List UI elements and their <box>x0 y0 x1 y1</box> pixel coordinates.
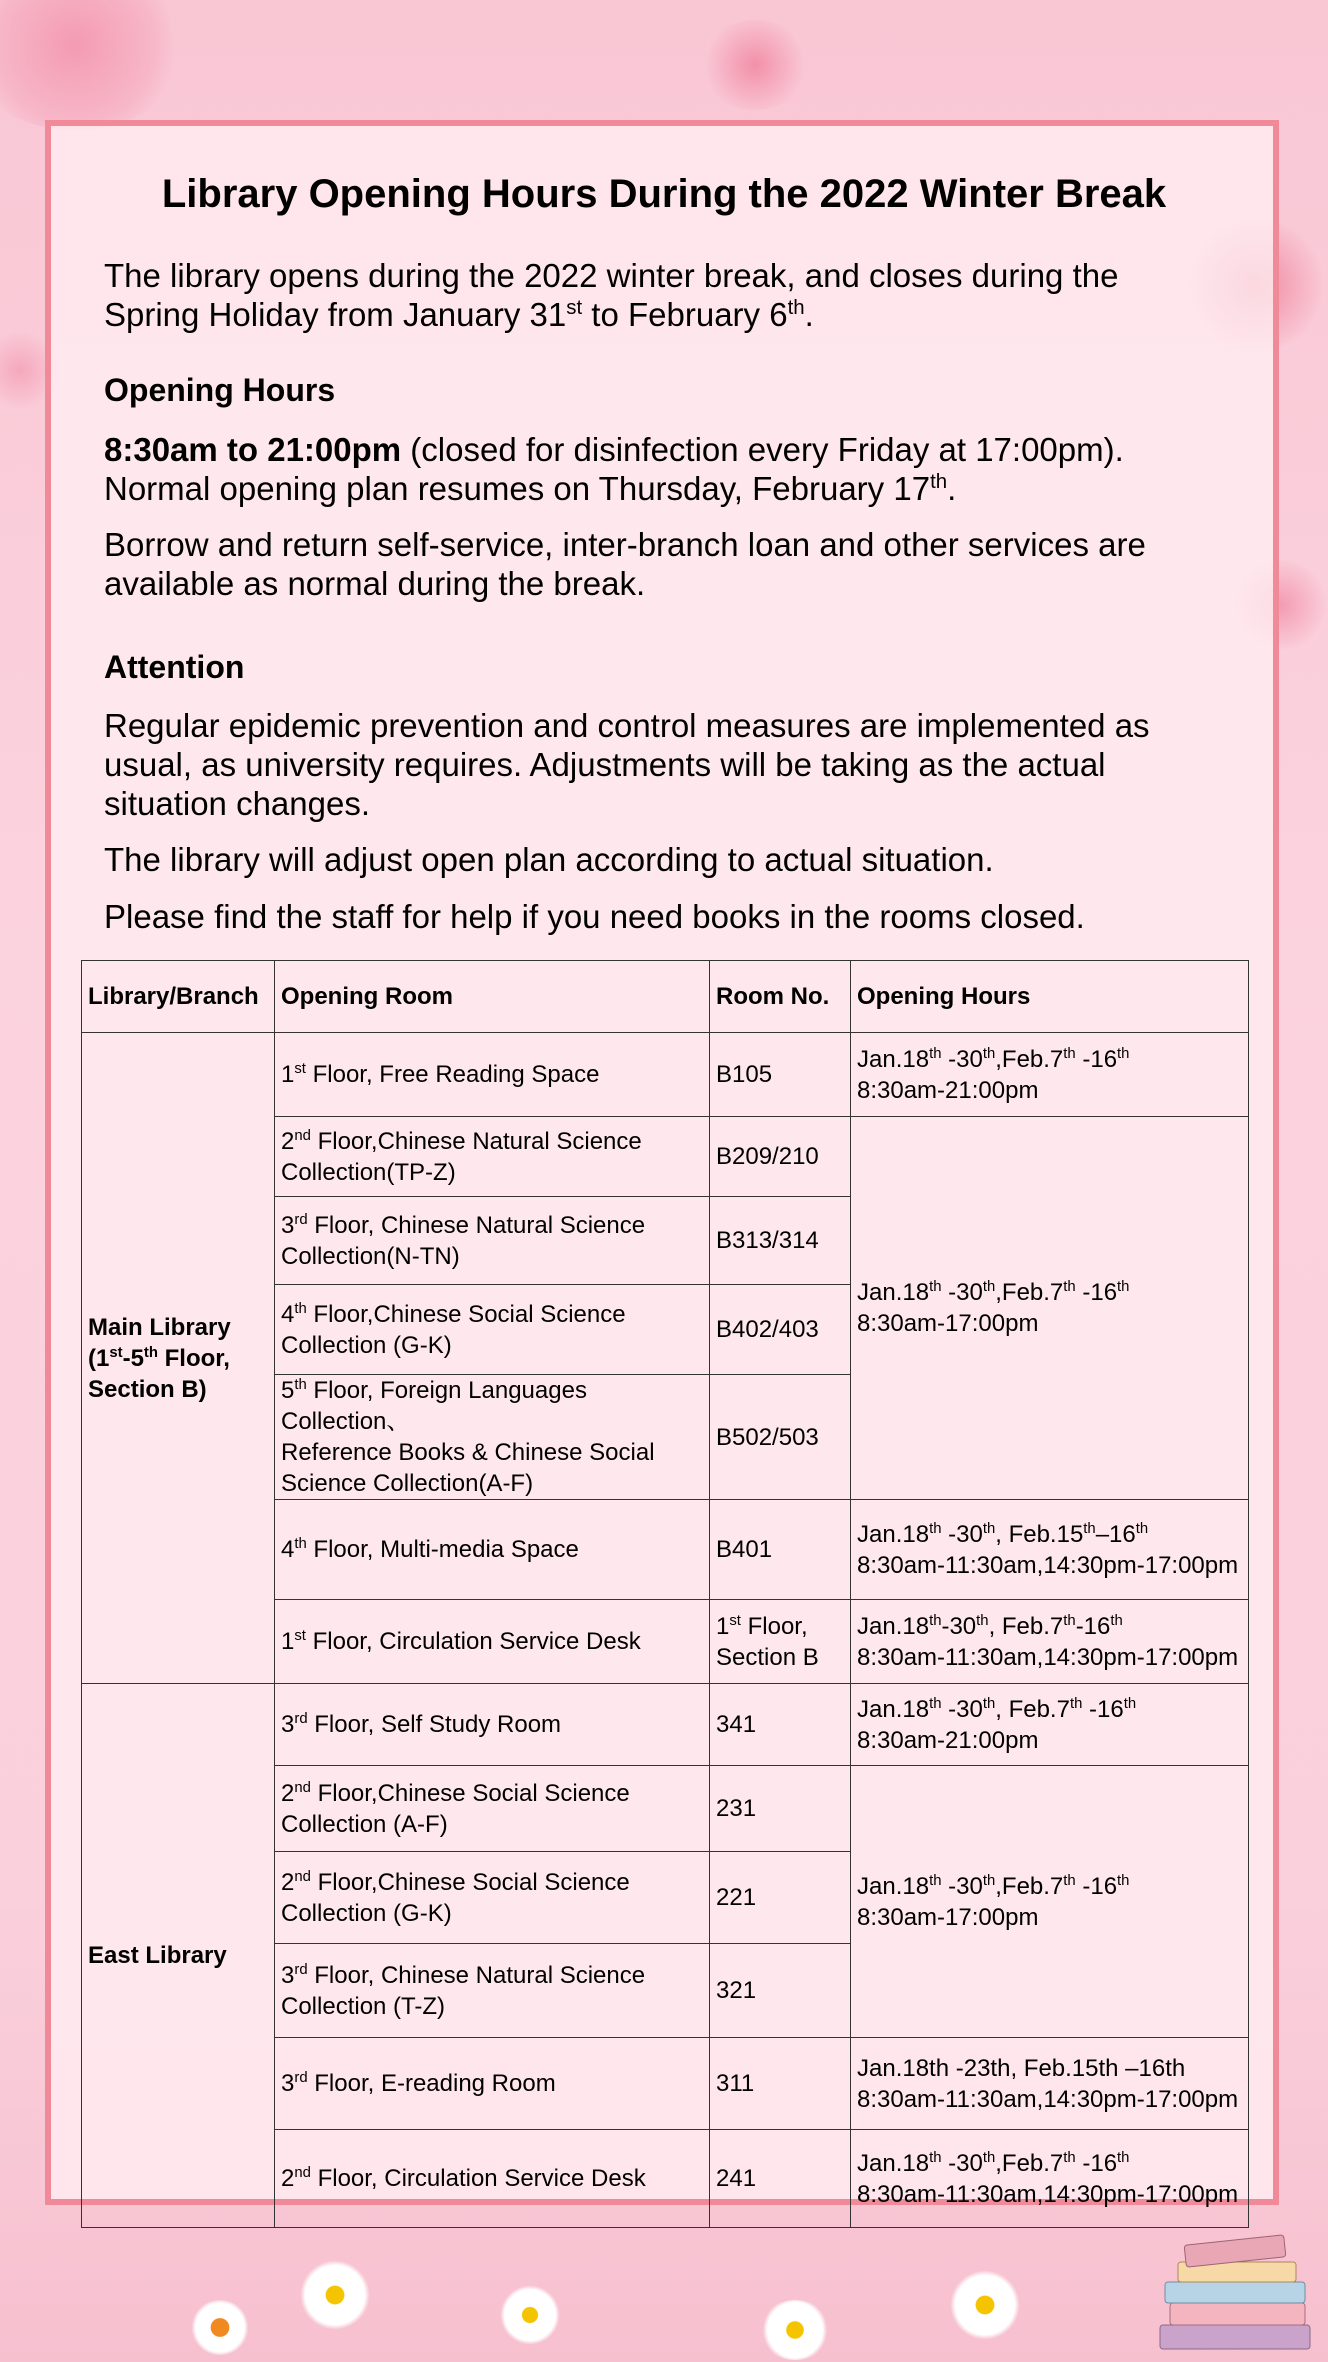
hours-cell <box>851 1033 1249 1117</box>
room-no-cell: B209/210 <box>710 1117 851 1197</box>
ordinal-suffix: th <box>1063 1872 1076 1889</box>
hours-date: Jan.18 <box>857 1695 930 1723</box>
ordinal-suffix: th <box>1063 1612 1076 1629</box>
room-name: Floor,Chinese Social Science <box>310 1868 630 1896</box>
ordinal-suffix: th <box>930 470 948 493</box>
hours-time: 8:30am-17:00pm <box>857 1310 1039 1337</box>
intro-line: to February 6 <box>582 296 788 333</box>
hours-date: -16 <box>1075 2149 1118 2177</box>
branch-label: Section B) <box>88 1375 207 1403</box>
room-cell <box>275 1852 710 1944</box>
ordinal-suffix: st <box>294 1628 306 1644</box>
room-name: Floor, Free Reading Space <box>305 1061 600 1088</box>
hours-cell <box>851 1600 1249 1684</box>
room-cell <box>275 1684 710 1766</box>
ordinal-suffix: th <box>1117 1872 1130 1889</box>
attention-line: usual, as university requires. Adjustments will be taking as the actual <box>104 746 1106 783</box>
hours-date: -30 <box>941 2149 983 2177</box>
hours-date: Jan.18 <box>857 1279 930 1306</box>
room-no-cell: B105 <box>710 1033 851 1117</box>
ordinal-suffix: th <box>294 1300 307 1317</box>
hours-time: 8:30am-11:30am,14:30pm-17:00pm <box>857 2085 1239 2113</box>
room-name: Collection (G-K) <box>281 1331 452 1359</box>
room-floor: 2 <box>281 2165 295 2192</box>
room-cell <box>275 2130 710 2228</box>
hours-time: 8:30am-11:30am,14:30pm-17:00pm <box>857 2180 1239 2208</box>
room-no-cell: 311 <box>710 2038 851 2130</box>
ordinal-suffix: rd <box>294 1211 308 1228</box>
ordinal-suffix: th <box>976 1612 989 1629</box>
attention-paragraph <box>104 706 1234 823</box>
daisy-decoration <box>300 2260 370 2330</box>
hours-cell <box>851 1117 1249 1500</box>
room-name: Floor, E-reading Room <box>307 2070 556 2097</box>
ordinal-suffix: th <box>294 1377 307 1393</box>
room-floor: 1 <box>281 1061 295 1088</box>
room-name: Collection(N-TN) <box>281 1242 460 1270</box>
hours-cell <box>851 1684 1249 1766</box>
ordinal-suffix: th <box>982 1872 996 1889</box>
hours-date: -30 <box>941 1612 977 1640</box>
room-floor: 2 <box>281 1779 295 1807</box>
ordinal-suffix: nd <box>294 2165 311 2181</box>
intro-line: Spring Holiday from January 31 <box>104 296 567 333</box>
hours-date: -30 <box>941 1520 983 1548</box>
hours-date: -30 <box>941 1045 983 1073</box>
hours-date: –16 <box>1095 1520 1136 1548</box>
room-no: 1 <box>716 1612 730 1640</box>
ordinal-suffix: th <box>929 1872 942 1889</box>
room-name: Floor,Chinese Natural Science <box>310 1127 642 1155</box>
attention-line: Regular epidemic prevention and control measures are implemented as <box>104 707 1150 744</box>
room-no: Section B <box>716 1643 819 1671</box>
room-name: Collection (T-Z) <box>281 1992 446 2020</box>
ordinal-suffix: th <box>294 1536 307 1552</box>
ordinal-suffix: th <box>1063 1045 1076 1062</box>
hours-date: Jan.18 <box>857 1520 930 1548</box>
room-no-cell: 341 <box>710 1684 851 1766</box>
ordinal-suffix: th <box>1063 1279 1076 1295</box>
ordinal-suffix: st <box>109 1344 123 1361</box>
branch-main-library <box>82 1033 275 1684</box>
opening-hours-heading: Opening Hours <box>104 372 336 408</box>
blossom-decoration <box>0 0 190 130</box>
hours-time: 8:30am-17:00pm <box>857 1903 1039 1931</box>
room-cell <box>275 1285 710 1375</box>
daisy-decoration <box>760 2300 830 2360</box>
room-no-cell: B502/503 <box>710 1375 851 1500</box>
room-floor: 3 <box>281 1961 295 1989</box>
hours-date: Jan.18 <box>857 1612 930 1640</box>
header-room: Opening Room <box>275 961 710 1033</box>
services-line: Borrow and return self-service, inter-branch loan and other services are <box>104 526 1146 563</box>
opening-hours-table <box>81 960 1249 2228</box>
room-no: Floor, <box>740 1612 808 1640</box>
room-cell <box>275 1944 710 2038</box>
room-name: Collection (G-K) <box>281 1899 452 1927</box>
room-floor: 5 <box>281 1377 295 1404</box>
branch-east-library: East Library <box>82 1684 275 2228</box>
hours-date: -16 <box>1082 1695 1124 1723</box>
resume-note: Normal opening plan resumes on Thursday, February 17 <box>104 470 931 507</box>
room-no-cell: 231 <box>710 1766 851 1852</box>
ordinal-suffix: th <box>1117 1279 1130 1295</box>
hours-date: -30 <box>941 1279 983 1306</box>
hours-date: -30 <box>941 1872 983 1900</box>
daisy-decoration <box>950 2270 1020 2340</box>
room-name: Floor, Chinese Natural Science <box>307 1961 646 1989</box>
header-branch: Library/Branch <box>82 961 275 1033</box>
staff-help-paragraph: Please find the staff for help if you need books in the rooms closed. <box>104 898 1085 935</box>
ordinal-suffix: nd <box>294 1127 311 1144</box>
blossom-decoration <box>700 20 810 110</box>
ordinal-suffix: th <box>929 1612 942 1629</box>
header-room-no: Room No. <box>710 961 851 1033</box>
ordinal-suffix: st <box>294 1061 306 1077</box>
intro-line: . <box>804 296 814 333</box>
hours-date: ,Feb.7 <box>995 1045 1064 1073</box>
hours-time: 8:30am-21:00pm <box>857 1726 1039 1754</box>
ordinal-suffix: th <box>787 296 805 319</box>
ordinal-suffix: nd <box>294 1779 311 1796</box>
hours-time: 8:30am-11:30am,14:30pm-17:00pm <box>857 1551 1239 1579</box>
room-floor: 2 <box>281 1127 295 1155</box>
hours-date: Jan.18 <box>857 1872 930 1900</box>
room-name: Floor, Foreign Languages Collection、 <box>281 1377 587 1435</box>
attention-line: situation changes. <box>104 785 371 822</box>
room-name: Collection (A-F) <box>281 1810 448 1838</box>
hours-date: -16 <box>1075 1045 1118 1073</box>
room-no-cell: B401 <box>710 1500 851 1600</box>
opening-hours-paragraph <box>104 430 1234 508</box>
room-cell <box>275 1117 710 1197</box>
room-cell <box>275 1375 710 1500</box>
hours-date: ,Feb.7 <box>995 2149 1064 2177</box>
ordinal-suffix: nd <box>294 1868 311 1885</box>
table-row <box>82 1033 1249 1117</box>
hours-bold: 8:30am to 21:00pm <box>104 431 402 468</box>
ordinal-suffix: th <box>982 1045 996 1062</box>
ordinal-suffix: th <box>982 1695 996 1712</box>
room-cell <box>275 2038 710 2130</box>
ordinal-suffix: th <box>143 1344 158 1361</box>
branch-label: Floor, <box>157 1344 230 1372</box>
hours-note: (closed for disinfection every Friday at 17:00pm). <box>401 431 1124 468</box>
ordinal-suffix: th <box>929 1279 942 1295</box>
hours-date: ,Feb.7 <box>995 1872 1064 1900</box>
room-no-cell <box>710 1600 851 1684</box>
ordinal-suffix: th <box>929 1045 942 1062</box>
ordinal-suffix: th <box>929 2149 942 2166</box>
room-name: Floor, Self Study Room <box>307 1711 562 1738</box>
hours-date: , Feb.15 <box>995 1520 1084 1548</box>
attention-heading: Attention <box>104 649 245 685</box>
hours-date: Jan.18 <box>857 1045 930 1073</box>
room-cell <box>275 1500 710 1600</box>
room-floor: 1 <box>281 1628 295 1655</box>
hours-date: -16 <box>1075 1872 1118 1900</box>
hours-date: Jan.18th -23th, Feb.15th –16th <box>857 2054 1186 2082</box>
room-no-cell: 321 <box>710 1944 851 2038</box>
room-no-cell: 221 <box>710 1852 851 1944</box>
header-hours: Opening Hours <box>851 961 1249 1033</box>
room-name: Reference Books & Chinese Social <box>281 1439 655 1466</box>
hours-date: Jan.18 <box>857 2149 930 2177</box>
ordinal-suffix: th <box>929 1695 942 1712</box>
branch-label: (1 <box>88 1344 110 1372</box>
ordinal-suffix: th <box>982 2149 996 2166</box>
ordinal-suffix: th <box>1069 1695 1083 1712</box>
branch-label: Main Library <box>88 1313 231 1341</box>
daisy-decoration <box>190 2300 250 2355</box>
room-floor: 3 <box>281 1711 295 1738</box>
hours-date: -16 <box>1075 1612 1111 1640</box>
ordinal-suffix: th <box>982 1520 996 1537</box>
hours-time: 8:30am-21:00pm <box>857 1076 1039 1104</box>
room-name: Floor, Multi-media Space <box>306 1536 579 1563</box>
room-floor: 4 <box>281 1536 295 1563</box>
room-no-cell: 241 <box>710 2130 851 2228</box>
ordinal-suffix: st <box>566 296 583 319</box>
hours-time: 8:30am-11:30am,14:30pm-17:00pm <box>857 1643 1239 1671</box>
table-header-row <box>82 961 1249 1033</box>
room-name: Floor,Chinese Social Science <box>306 1300 626 1328</box>
ordinal-suffix: rd <box>294 1711 308 1727</box>
intro-line: The library opens during the 2022 winter break, and closes during the <box>104 257 1119 294</box>
room-cell <box>275 1600 710 1684</box>
room-no-cell: B402/403 <box>710 1285 851 1375</box>
daisy-decoration <box>500 2285 560 2345</box>
ordinal-suffix: rd <box>294 1961 308 1978</box>
room-name: Collection(TP-Z) <box>281 1158 456 1186</box>
hours-date: , Feb.7 <box>995 1695 1070 1723</box>
room-floor: 3 <box>281 2070 295 2097</box>
books-illustration <box>1140 2225 1325 2360</box>
services-paragraph <box>104 525 1234 603</box>
resume-note: . <box>947 470 957 507</box>
hours-date: -30 <box>941 1695 983 1723</box>
ordinal-suffix: th <box>1110 1612 1123 1629</box>
room-cell <box>275 1766 710 1852</box>
hours-cell <box>851 2130 1249 2228</box>
hours-date: -16 <box>1075 1279 1118 1306</box>
room-floor: 3 <box>281 1211 295 1239</box>
room-cell <box>275 1197 710 1285</box>
hours-cell <box>851 1500 1249 1600</box>
page-title: Library Opening Hours During the 2022 Winter Break <box>161 172 1167 216</box>
hours-cell <box>851 1766 1249 2038</box>
hours-date: ,Feb.7 <box>995 1279 1064 1306</box>
ordinal-suffix: th <box>1135 1520 1149 1537</box>
services-line: available as normal during the break. <box>104 565 646 602</box>
room-name: Floor, Circulation Service Desk <box>310 2165 646 2192</box>
room-no-cell: B313/314 <box>710 1197 851 1285</box>
ordinal-suffix: th <box>1083 1520 1096 1537</box>
room-cell <box>275 1033 710 1117</box>
ordinal-suffix: th <box>1117 1045 1130 1062</box>
ordinal-suffix: rd <box>294 2070 308 2086</box>
intro-paragraph <box>104 256 1234 334</box>
adjust-plan-paragraph: The library will adjust open plan according to actual situation. <box>104 841 994 878</box>
room-floor: 2 <box>281 1868 295 1896</box>
room-name: Floor,Chinese Social Science <box>310 1779 630 1807</box>
ordinal-suffix: th <box>1063 2149 1076 2166</box>
ordinal-suffix: th <box>1123 1695 1137 1712</box>
ordinal-suffix: th <box>929 1520 942 1537</box>
table-row <box>82 1684 1249 1766</box>
room-name: Floor, Circulation Service Desk <box>305 1628 641 1655</box>
ordinal-suffix: th <box>1117 2149 1130 2166</box>
hours-cell <box>851 2038 1249 2130</box>
hours-date: , Feb.7 <box>988 1612 1064 1640</box>
room-name: Floor, Chinese Natural Science <box>307 1211 646 1239</box>
room-floor: 4 <box>281 1300 295 1328</box>
branch-label: -5 <box>122 1344 144 1372</box>
ordinal-suffix: th <box>982 1279 996 1295</box>
room-name: Science Collection(A-F) <box>281 1470 534 1497</box>
ordinal-suffix: st <box>729 1612 741 1629</box>
